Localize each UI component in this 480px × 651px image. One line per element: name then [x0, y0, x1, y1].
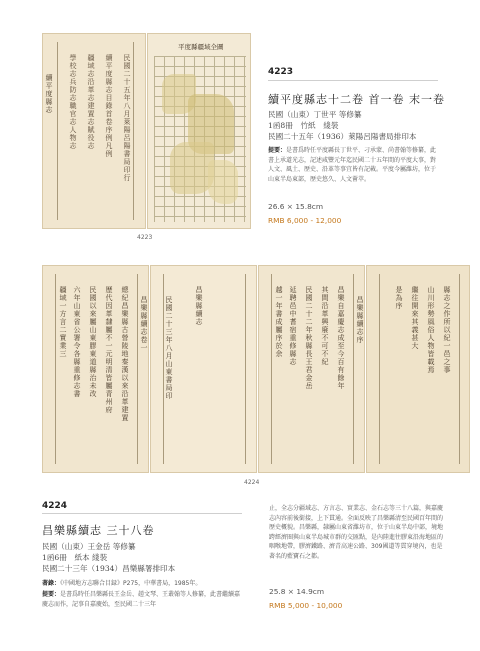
lot-4223-page-label: 續平度縣志: [45, 74, 53, 114]
lot-4224-summary-label: 提要：: [42, 591, 61, 598]
lot-4224-binding: 1函6冊 紙本 綫裝: [42, 553, 108, 562]
lot-4223-price: RMB 6,000 - 12,000: [268, 216, 342, 225]
lot-4224-editor: 民國（山東）王金岳 等修纂: [42, 542, 136, 551]
lot-4223-number: 4223: [268, 67, 294, 77]
lot-4224-summary-text-left: 是書爲時任昌樂縣長王金岳、趙文琴、王叢翰等人修纂，此書繼續嘉慶志而作，記事自嘉慶始，至民國二十三年: [42, 591, 241, 608]
lot-4223-image-caption: 4223: [137, 234, 153, 241]
lot-4223-map-page: [147, 33, 251, 229]
lot-4224-size: 25.8 × 14.9cm: [269, 587, 325, 596]
lot-4224-image-caption: 4224: [244, 479, 260, 486]
lot-4224-side-label: 民國二十三年八月山東書局印: [165, 296, 173, 400]
lot-4224-book-page-4: 縣志之作所以紀一邑之事 山川形勢風俗人物皆載焉 繼往開來其義甚大 是為序: [366, 265, 470, 473]
lot-4224-summary-right: 止，全志分疆域志、方言志、實業志、金石志等三十八篇，與嘉慶志內容前後銜接，上下貫通。全面反映了昌樂縣清至民國百年間的歷史概貌。昌樂縣，隸屬山東省濰坊市，位于山東半島中部，境地跨經濟圈與山東半島城市群的交匯點，是內陸進往膠東沿海地區的咽喉地帶，膠濟鐵路、濟青高速公路、309國道等貫穿境內，也是著名的藍寶石之都。: [269, 505, 444, 560]
lot-4224-vol-label: 昌樂縣續志卷一: [140, 296, 148, 352]
lot-4224-book-page-2: 民國二十三年八月山東書局印 昌樂縣續志: [150, 265, 257, 473]
lot-4223-binding: 1函8冊 竹紙 綫裝: [268, 121, 339, 130]
lot-4223-edition: 民國二十五年（1936）萊陽呂陽書局排印本: [268, 132, 417, 141]
lot-4224-number: 4224: [42, 501, 68, 511]
lot-4224-ref-text: 《中國地方志聯合目録》P275，中華書局，1985年。: [60, 580, 202, 587]
lot-4223-summary: [268, 146, 440, 184]
lot-4223-book-page-left: 續平度縣志 民國二十五年八月萊陽呂陽書局印行 續平度縣志目錄首卷序例凡例 疆域志沿革志建置志賦役志 學校志兵防志職官志人物志: [42, 33, 146, 229]
lot-4224-book-page-3: 昌樂縣續志序 昌樂自嘉慶志成至今百有餘年 其間沿革興廢不可不紀 民國二十二年秋縣長王君金岳 延聘邑中耆宿重修縣志 越一年書成屬序於余: [258, 265, 365, 473]
lot-4224-reference: [42, 579, 242, 589]
lot-4223-map-title: 平度縣疆域全圖: [178, 43, 224, 51]
lot-4224-ref-label: 著錄：: [42, 580, 61, 587]
lot-4223-size: 26.6 × 15.8cm: [268, 202, 324, 211]
lot-4223-divider: [268, 80, 438, 81]
lot-4224-price: RMB 5,000 - 10,000: [269, 601, 343, 610]
lot-4223-summary-label: 提要：: [268, 147, 287, 154]
lot-4224-book-title: 昌樂縣續志序: [356, 296, 364, 344]
lot-4224-divider: [42, 513, 242, 514]
lot-4223-editor: 民國（山東）丁世平 等修纂: [268, 110, 362, 119]
lot-4223-title: 續平度縣志十二卷 首一卷 末一卷: [268, 93, 445, 106]
lot-4224-book-page-1: 昌樂縣續志卷一 總紀昌樂縣古營陵地秦漢以來沿革建置 歷代因革隸屬不一元明清皆屬青州府 民國以來屬山東膠東道縣治未改 六年山東省公署令各縣重修志書 疆域一方言二實業三: [42, 265, 149, 473]
lot-4224-summary-left: [42, 590, 242, 609]
lot-4224-edition: 民國二十三年（1934）昌樂縣署排印本: [42, 564, 176, 573]
lot-4224-title: 昌樂縣續志 三十八卷: [42, 524, 155, 537]
lot-4223-summary-text: 是書爲時任平度縣長丁世平、刁承蒙、尚書翰等修纂，此書上承道光志，記述咸豐元年迄民國二十五年間的平度大事，對人文、風土、歷史、沿革等事宜皆有記載。平度今屬濰坊，位于山東半島東部，歷史悠久、人文薈萃。: [268, 147, 437, 183]
